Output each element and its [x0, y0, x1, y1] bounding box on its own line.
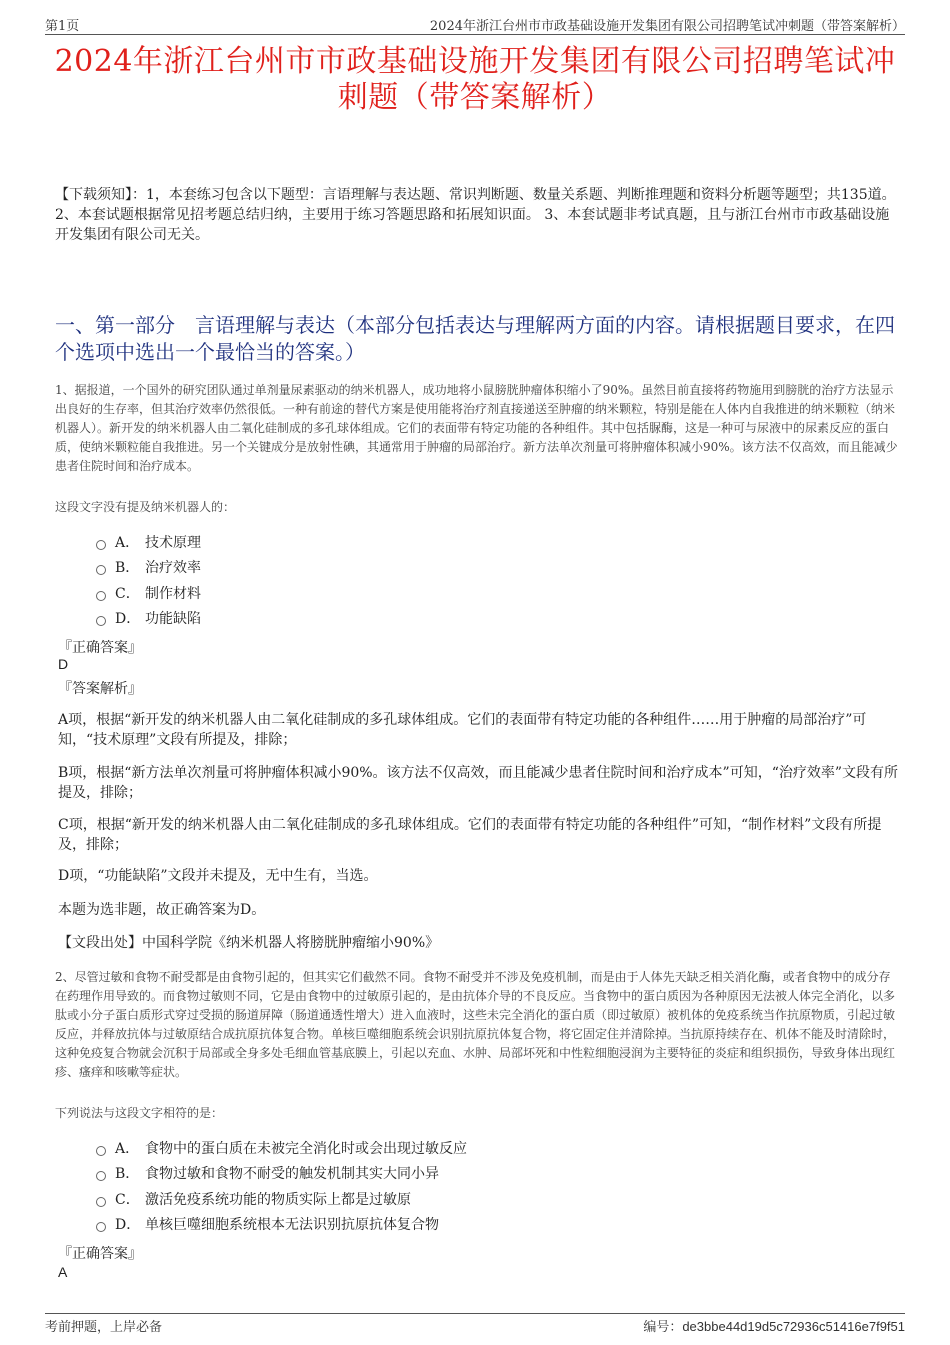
analysis-c: C项，根据“新开发的纳米机器人由二氧化硅制成的多孔球体组成。它们的表面带有特定功能的各种组件”可知，“制作材料”文段有所提及，排除； — [58, 817, 882, 853]
question-2-passage: 2、尽管过敏和食物不耐受都是由食物引起的，但其实它们截然不同。食物不耐受并不涉及免疫机制，而是由于人体先天缺乏相关消化酶，或者食物中的成分存在药理作用导致的。而食物过敏则不同，它是由食物中的过敏原引起的，是由抗体介导的不良反应。当食物中的蛋白质因为各种原因无法被人体完全消化，以多肽或小分子蛋白质形式穿过受损的肠道屏障（肠道通透性增大）进入血液时，这些未完全消化的蛋白质（即过敏原）被机体的免疫系统当作抗原物质，引起过敏反应，并释放抗体与过敏原结合成抗原抗体复合物。单核巨噬细胞系统会识别抗原抗体复合物，将它固定住并清除掉。当抗原持续存在、机体不能及时清除时，这种免疫复合物就会沉积于局部或全身多处毛细血管基底膜上，引起以充血、水肿、局部坏死和中性粒细胞浸润为主要特征的炎症和组织损伤，导致身体出现红疹、瘙痒和咳嗽等症状。 — [55, 970, 896, 1079]
passage-source: 【文段出处】中国科学院《纳米机器人将膀胱肿瘤缩小90%》 — [58, 935, 440, 951]
option-b[interactable]: B． 食物过敏和食物不耐受的触发机制其实大同小异 — [96, 1161, 467, 1187]
answer-value: D — [58, 656, 69, 672]
question-2-options — [96, 1135, 467, 1237]
analysis-a: A项，根据“新开发的纳米机器人由二氧化硅制成的多孔球体组成。它们的表面带有特定功能的各种组件……用于肿瘤的局部治疗”可知，“技术原理”文段有所提及，排除； — [58, 712, 867, 748]
analysis-d: D项，“功能缺陷”文段并未提及，无中生有，当选。 — [58, 868, 378, 884]
analysis-b: B项，根据“新方法单次剂量可将肿瘤体积减小90%。该方法不仅高效，而且能减少患者住院时间和治疗成本”可知，“治疗效率”文段有所提及，排除； — [58, 765, 899, 801]
radio-icon[interactable] — [96, 1197, 106, 1207]
page-number: 第1页 — [45, 19, 80, 34]
option-d[interactable]: D． 功能缺陷 — [96, 606, 201, 632]
radio-icon[interactable] — [96, 1222, 106, 1232]
analysis-label: 『答案解析』 — [58, 681, 142, 697]
question-1-stem: 这段文字没有提及纳米机器人的： — [55, 500, 236, 514]
option-b[interactable]: B． 治疗效率 — [96, 555, 201, 581]
question-2-stem: 下列说法与这段文字相符的是： — [55, 1106, 224, 1120]
answer-value: A — [58, 1264, 68, 1280]
radio-icon[interactable] — [96, 565, 106, 575]
question-1-options — [96, 529, 201, 631]
answer-label: 『正确答案』 — [58, 640, 142, 656]
footer-slogan: 考前押题，上岸必备 — [45, 1320, 163, 1335]
answer-label: 『正确答案』 — [58, 1246, 142, 1262]
radio-icon[interactable] — [96, 591, 106, 601]
option-d[interactable]: D． 单核巨噬细胞系统根本无法识别抗原抗体复合物 — [96, 1212, 467, 1238]
section-title: 一、第一部分 言语理解与表达（本部分包括表达与理解两方面的内容。请根据题目要求，在四个选项中选出一个最恰当的答案。） — [55, 313, 895, 364]
download-notice: 【下载须知】：1，本套练习包含以下题型：言语理解与表达题、常识判断题、数量关系题、判断推理题和资料分析题等题型；共135道。 2、本套试题根据常见招考题总结归纳，主要用于练习答题思路和拓展知识面。 3、本套试题非考试真题，且与浙江台州市市政基础设施开发集团有限公司无关。 — [55, 187, 896, 243]
option-a[interactable]: A． 技术原理 — [96, 529, 201, 555]
option-a[interactable]: A． 食物中的蛋白质在未被完全消化时或会出现过敏反应 — [96, 1135, 467, 1161]
radio-icon[interactable] — [96, 1146, 106, 1156]
page-footer — [45, 1313, 905, 1335]
question-1-passage: 1、据报道，一个国外的研究团队通过单剂量尿素驱动的纳米机器人，成功地将小鼠膀胱肿瘤体积缩小了90%。虽然目前直接将药物施用到膀胱的治疗方法显示出良好的生存率，但其治疗效率仍然很低。一种有前途的替代方案是使用能将治疗剂直接递送至肿瘤的纳米颗粒，特别是能在人体内自我推进的纳米颗粒（纳米机器人）。新开发的纳米机器人由二氧化硅制成的多孔球体组成。它们的表面带有特定功能的各种组件。其中包括脲酶，这是一种可与尿液中的尿素反应的蛋白质，使纳米颗粒能自我推进。另一个关键成分是放射性碘，其通常用于肿瘤的局部治疗。新方法单次剂量可将肿瘤体积减小90%。该方法不仅高效，而且能减少患者住院时间和治疗成本。 — [55, 383, 898, 473]
option-c[interactable]: C． 激活免疫系统功能的物质实际上都是过敏原 — [96, 1186, 467, 1212]
option-c[interactable]: C． 制作材料 — [96, 580, 201, 606]
header-doc-title: 2024年浙江台州市市政基础设施开发集团有限公司招聘笔试冲刺题（带答案解析） — [429, 19, 905, 34]
page-header — [45, 14, 905, 35]
radio-icon[interactable] — [96, 1171, 106, 1181]
radio-icon[interactable] — [96, 540, 106, 550]
document-code: 编号：de3bbe44d19d5c72936c51416e7f9f51 — [643, 1319, 905, 1335]
analysis-conclusion: 本题为选非题，故正确答案为D。 — [58, 902, 266, 918]
radio-icon[interactable] — [96, 616, 106, 626]
document-title: 2024年浙江台州市市政基础设施开发集团有限公司招聘笔试冲刺题（带答案解析） — [54, 44, 896, 115]
